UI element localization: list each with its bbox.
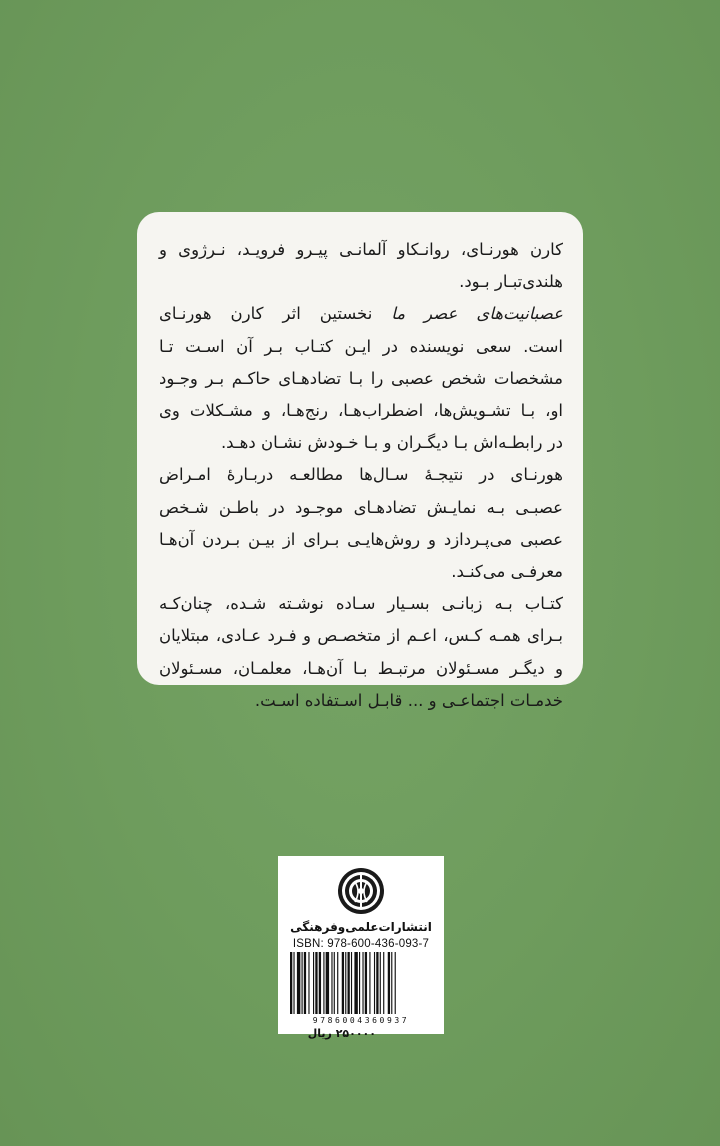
blurb-line: هورنـای در نتیجـۀ سـال‌ها مطالعـه دربـارۀ امـراض [159, 465, 563, 485]
blurb-line: بـرای همـه کـس، اعـم از متخصـص و فـرد عـادی، مبتلایان [159, 626, 563, 646]
publisher-name: انتشارات‌علمی‌وفرهنگی [290, 920, 432, 934]
blurb-line: معرفـی می‌کنـد. [451, 562, 563, 582]
book-title-italic: عصبانیت‌های عصر ما [391, 304, 563, 324]
blurb-line: هلندی‌تبـار بـود. [459, 272, 563, 292]
logo-wrap [286, 862, 436, 920]
blurb-line [159, 298, 563, 330]
price-label: ۲۵۰۰۰۰ ریال [307, 1027, 376, 1040]
isbn-text: ISBN: 978-600-436-093-7 [292, 938, 430, 950]
blurb-line: کتـاب بـه زبانـی بسـیار سـاده نوشـته شـده، چنان‌کـه [159, 594, 563, 614]
publisher-logo-icon [336, 866, 386, 916]
blurb-line: خدمـات اجتماعـی و ... قابـل اسـتفاده اسـت. [254, 690, 563, 710]
blurb-line: عصبـی بـه نمایـش تضادهـای موجـود در باطـن شـخص [159, 497, 563, 517]
blurb-line: در رابطـه‌اش بـا دیگـران و بـا خـودش نشـان دهـد. [220, 433, 563, 453]
blurb-line: کارن هورنـای، روانـکاو آلمانـی پیـرو فرویـد، نـرژوی و [159, 240, 563, 259]
blurb-line: و دیگـر مسـئولان مرتبـط بـا آن‌هـا، معلمـان، مسـئولان [159, 658, 563, 678]
blurb-text: نخستین اثر کارن هورنـای [159, 304, 392, 324]
blurb-panel [137, 212, 583, 710]
blurb-line: عصبی می‌پـردازد و روش‌هایـی بـرای از بیـن بـردن آن‌هـا [159, 529, 563, 549]
blurb-line: او، بـا تشـویش‌ها، اضطراب‌هـا، رنج‌هـا، و مشـکلات وی [159, 401, 563, 421]
barcode-digits: 9786004360937 [312, 1016, 410, 1025]
barcode-image [288, 952, 434, 1016]
blurb-line: مشخصات شخص عصبی را بـا تضادهـای حاکـم بـر وجـود [159, 368, 563, 388]
publisher-barcode-box [278, 856, 444, 1040]
blurb-line: است. سعی نویسنده در ایـن کتـاب بـر آن اسـت تـا [159, 336, 563, 356]
